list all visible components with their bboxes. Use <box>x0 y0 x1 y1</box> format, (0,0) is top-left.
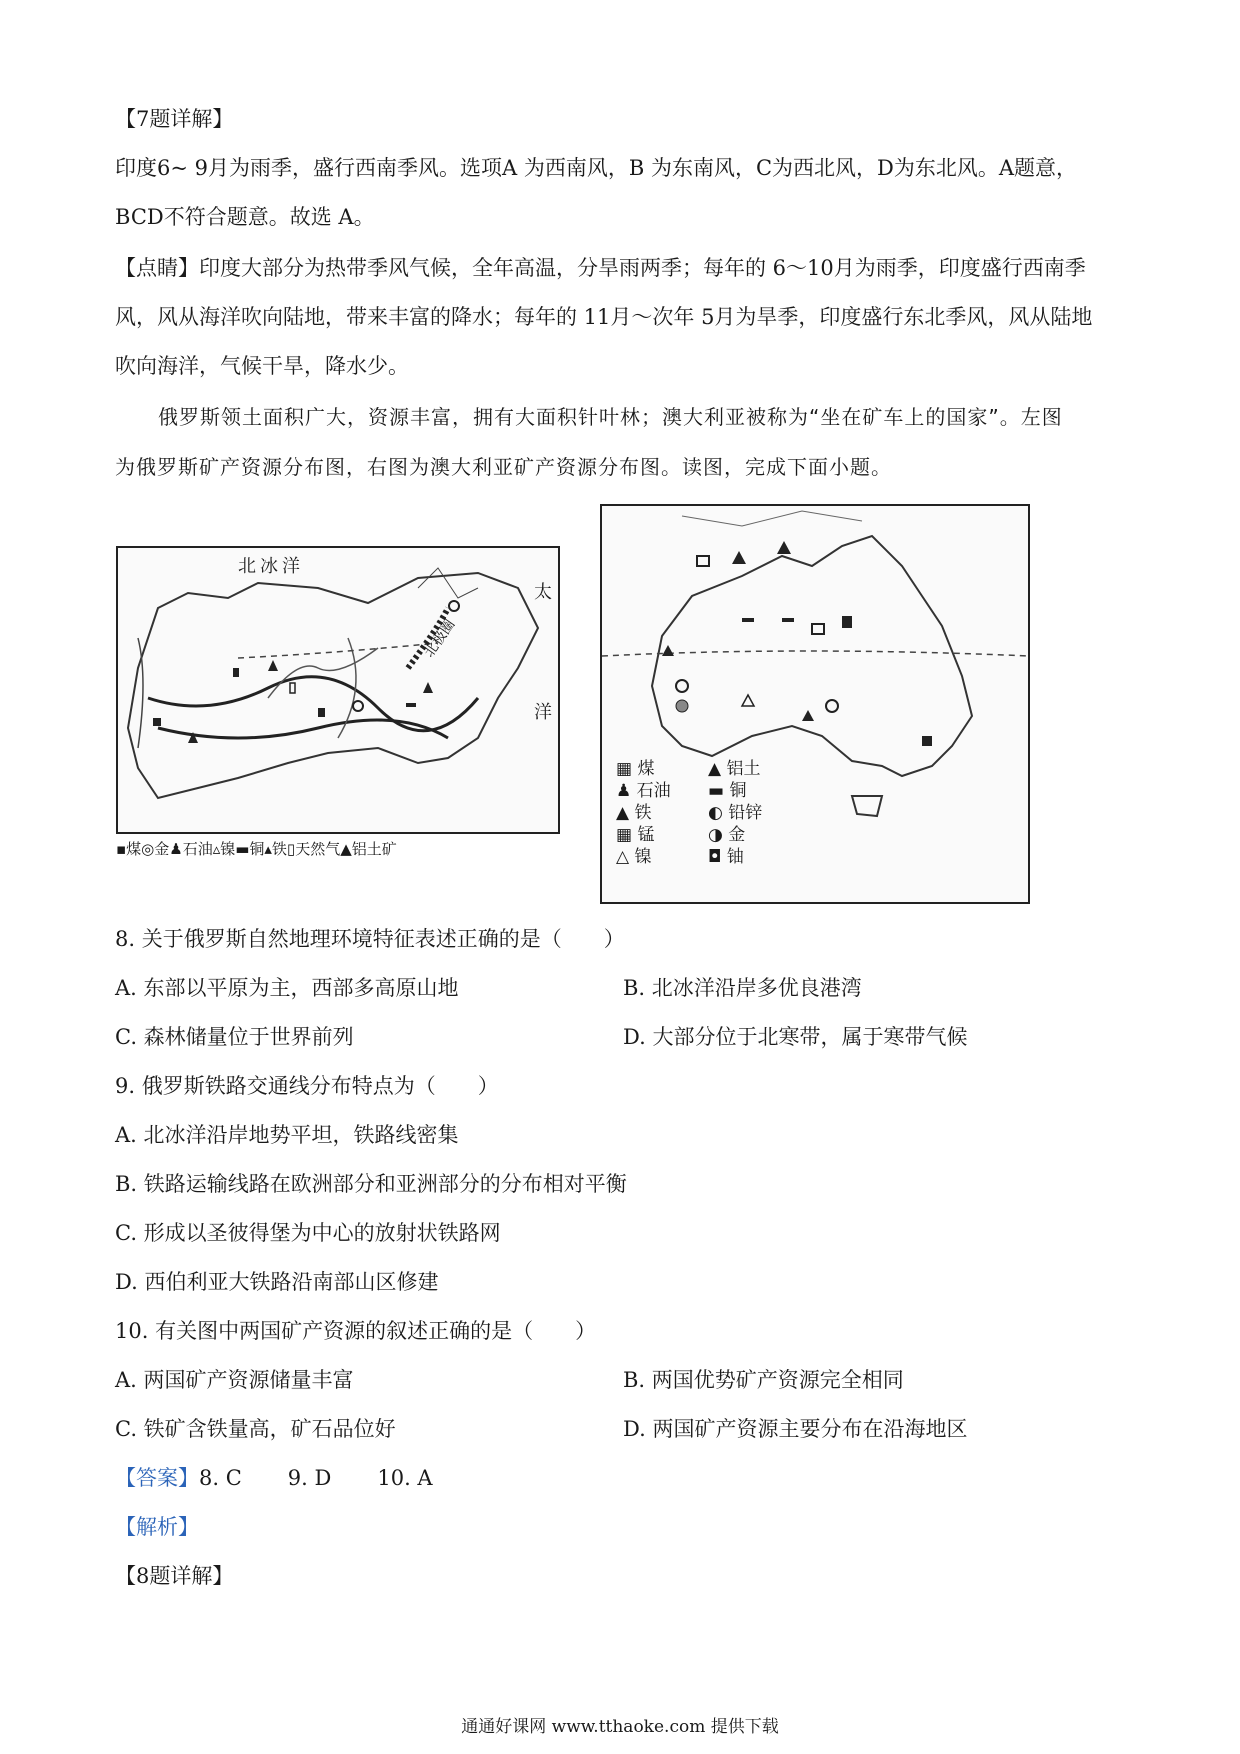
legend-item-copper: ▬ 铜 <box>708 781 747 801</box>
dianjing-line-3: 吹向海洋，气候干旱，降水少。 <box>115 354 409 378</box>
legend-item-nickel: △ 镍 <box>616 847 652 867</box>
q10-option-a: A. 两国矿产资源储量丰富 <box>115 1368 354 1392</box>
pacific-label-2: 洋 <box>534 702 552 723</box>
q10-option-c: C. 铁矿含铁量高，矿石品位好 <box>115 1417 396 1441</box>
legend-item-uranium: ◘ 铀 <box>708 847 744 867</box>
arctic-ocean-label: 北冰洋 <box>238 556 304 577</box>
q8-option-b: B. 北冰洋沿岸多优良港湾 <box>623 976 862 1000</box>
q8-option-a: A. 东部以平原为主，西部多高原山地 <box>115 976 459 1000</box>
analysis-label: 【解析】 <box>115 1515 199 1539</box>
q10-stem: 10. 有关图中两国矿产资源的叙述正确的是（ ） <box>115 1319 597 1343</box>
answer-9: 9. D <box>287 1466 332 1490</box>
q8-detail-header: 【8题详解】 <box>115 1564 234 1588</box>
intro-line-1: 俄罗斯领土面积广大，资源丰富，拥有大面积针叶林；澳大利亚被称为“坐在矿车上的国家”。左图 <box>158 405 1063 429</box>
answer-row <box>115 1463 433 1493</box>
q9-option-a: A. 北冰洋沿岸地势平坦，铁路线密集 <box>115 1123 459 1147</box>
legend-item-lead-zinc: ◐ 铅锌 <box>708 803 763 823</box>
legend-item-oil: ♟ 石油 <box>616 781 671 801</box>
answer-8: 8. C <box>199 1466 242 1490</box>
q9-option-d: D. 西伯利亚大铁路沿南部山区修建 <box>115 1270 439 1294</box>
dianjing-line-2: 风，风从海洋吹向陆地，带来丰富的降水；每年的 11月～次年 5月为旱季，印度盛行东北季风，风从陆地 <box>115 305 1093 329</box>
intro-line-2: 为俄罗斯矿产资源分布图，右图为澳大利亚矿产资源分布图。读图，完成下面小题。 <box>115 455 892 479</box>
q7-explanation-line-2: BCD不符合题意。故选 A。 <box>115 205 375 229</box>
q8-stem: 8. 关于俄罗斯自然地理环境特征表述正确的是（ ） <box>115 927 625 951</box>
q7-explanation-line-1: 印度6~ 9月为雨季，盛行西南季风。选项A 为西南风，B 为东南风，C为西北风，D为东北风。A题意， <box>115 156 1078 180</box>
legend-item-coal: ▦ 煤 <box>616 759 655 779</box>
legend-item-gold: ◑ 金 <box>708 825 746 845</box>
q8-option-d: D. 大部分位于北寒带，属于寒带气候 <box>623 1025 968 1049</box>
legend-item-iron: ▲ 铁 <box>616 803 652 823</box>
legend-item-manganese: ▦ 锰 <box>616 825 655 845</box>
pacific-label-1: 太 <box>534 582 552 603</box>
q9-stem: 9. 俄罗斯铁路交通线分布特点为（ ） <box>115 1074 499 1098</box>
russia-map-drawing <box>118 548 558 832</box>
page-footer: 通通好课网 www.tthaoke.com 提供下载 <box>461 1717 779 1737</box>
answer-10: 10. A <box>377 1466 433 1490</box>
q10-option-d: D. 两国矿产资源主要分布在沿海地区 <box>623 1417 968 1441</box>
russia-map-legend: ▪煤◎金♟石油▵镍▬铜▴铁▯天然气▲铝土矿 <box>116 840 397 858</box>
australia-map-drawing <box>602 506 1028 902</box>
legend-item-bauxite: ▲ 铝土 <box>708 759 761 779</box>
australia-mineral-map <box>600 504 1030 904</box>
russia-mineral-map <box>116 546 560 834</box>
q10-option-b: B. 两国优势矿产资源完全相同 <box>623 1368 904 1392</box>
answer-label: 【答案】 <box>115 1466 199 1490</box>
q9-option-c: C. 形成以圣彼得堡为中心的放射状铁路网 <box>115 1221 501 1245</box>
q8-option-c: C. 森林储量位于世界前列 <box>115 1025 354 1049</box>
q7-detail-header: 【7题详解】 <box>115 107 234 131</box>
q9-option-b: B. 铁路运输线路在欧洲部分和亚洲部分的分布相对平衡 <box>115 1172 627 1196</box>
arctic-circle-label: 北极圈 <box>421 616 459 661</box>
dianjing-line-1: 【点睛】印度大部分为热带季风气候，全年高温，分旱雨两季；每年的 6～10月为雨季，印度盛行西南季 <box>115 256 1086 280</box>
